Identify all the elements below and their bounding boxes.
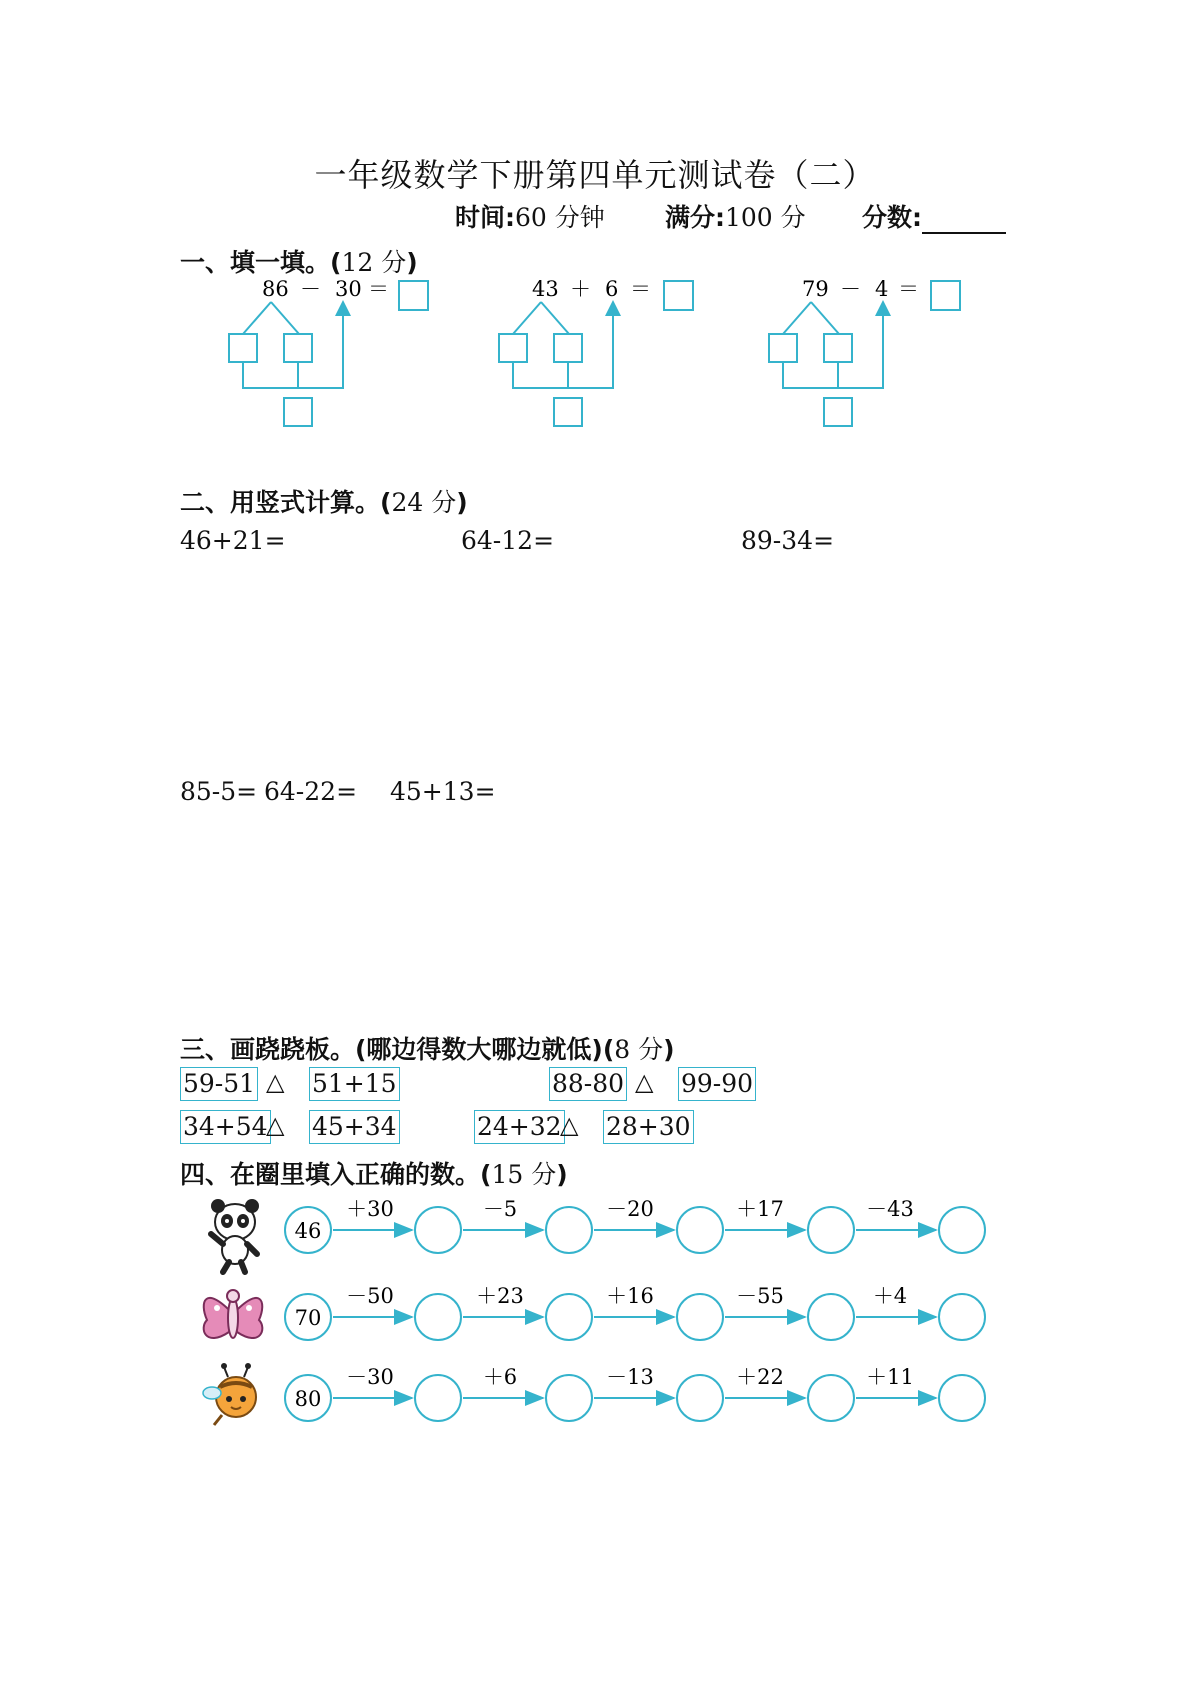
seesaw-left-expression: 34+54 <box>180 1110 271 1144</box>
seesaw-left-expression: 24+32 <box>474 1110 565 1144</box>
seesaw-left-expression: 59-51 <box>180 1067 258 1101</box>
seesaw-right-expression: 45+34 <box>309 1110 400 1144</box>
answer-circle[interactable] <box>677 1375 723 1421</box>
sum-box[interactable] <box>554 398 582 426</box>
operand-b: 6 <box>605 277 619 301</box>
answer-circle[interactable] <box>808 1375 854 1421</box>
seesaw-right-expression: 28+30 <box>603 1110 694 1144</box>
time-label: 时间: <box>455 203 515 232</box>
seesaw-right-expression: 99-90 <box>678 1067 756 1101</box>
seesaw-symbol[interactable]: △ <box>266 1068 285 1096</box>
operand-b: 4 <box>875 277 889 301</box>
bee-icon <box>203 1363 256 1425</box>
op-label: ＋16 <box>606 1284 654 1308</box>
answer-circle[interactable] <box>677 1207 723 1253</box>
split-box-right[interactable] <box>824 334 852 362</box>
full-score-info <box>665 198 806 234</box>
op-label: ＋22 <box>736 1365 784 1389</box>
answer-circle[interactable] <box>415 1294 461 1340</box>
calc-item: 64-12= <box>461 526 555 555</box>
split-box-left[interactable] <box>499 334 527 362</box>
op-label: －13 <box>606 1365 654 1389</box>
calc-item: 45+13= <box>390 777 496 806</box>
answer-circle[interactable] <box>415 1207 461 1253</box>
op-label: ＋6 <box>482 1365 518 1389</box>
seesaw-symbol[interactable]: △ <box>266 1111 285 1139</box>
op-label: －50 <box>346 1284 394 1308</box>
op-label: －30 <box>346 1365 394 1389</box>
answer-circle[interactable] <box>677 1294 723 1340</box>
butterfly-icon <box>204 1290 263 1338</box>
section4-heading: 四、在圈里填入正确的数。(15 分) <box>180 1160 568 1189</box>
op-label: ＋30 <box>346 1197 394 1221</box>
operand-a: 86 <box>262 277 289 301</box>
chain-row-1 <box>285 1197 985 1253</box>
calc-item: 64-22= <box>264 777 358 806</box>
answer-circle[interactable] <box>939 1375 985 1421</box>
sum-box[interactable] <box>284 398 312 426</box>
split-box-right[interactable] <box>554 334 582 362</box>
answer-box[interactable] <box>399 281 428 310</box>
operand-a: 43 <box>532 277 559 301</box>
answer-circle[interactable] <box>939 1294 985 1340</box>
section2-heading: 二、用竖式计算。(24 分) <box>180 488 468 517</box>
operator: ＋ <box>570 277 591 301</box>
seesaw-symbol[interactable]: △ <box>560 1111 579 1139</box>
operator: － <box>840 277 861 301</box>
calc-item: 46+21= <box>180 526 286 555</box>
answer-box[interactable] <box>931 281 960 310</box>
time-info <box>455 198 605 234</box>
equals: ＝ <box>368 277 389 301</box>
seesaw-right-expression: 51+15 <box>309 1067 400 1101</box>
operand-b: 30 <box>335 277 362 301</box>
full-score-value: 100 分 <box>725 203 806 232</box>
section3-heading: 三、画跷跷板。(哪边得数大哪边就低)(8 分) <box>180 1035 675 1064</box>
chain-row-3 <box>285 1365 985 1421</box>
score-info <box>862 198 1006 234</box>
op-label: －43 <box>866 1197 914 1221</box>
seesaw-left-expression: 88-80 <box>549 1067 627 1101</box>
score-blank[interactable] <box>922 210 1006 234</box>
calc-item: 89-34= <box>741 526 835 555</box>
seesaw-symbol[interactable]: △ <box>635 1068 654 1096</box>
start-value: 70 <box>294 1306 322 1330</box>
answer-circle[interactable] <box>546 1375 592 1421</box>
answer-circle[interactable] <box>415 1375 461 1421</box>
section1-heading: 一、填一填。(12 分) <box>180 248 418 277</box>
full-score-label: 满分: <box>665 203 725 232</box>
answer-box[interactable] <box>664 281 693 310</box>
page-title: 一年级数学下册第四单元测试卷（二） <box>314 156 876 194</box>
answer-circle[interactable] <box>808 1294 854 1340</box>
operator: － <box>300 277 321 301</box>
op-label: ＋11 <box>866 1365 914 1389</box>
op-label: ＋4 <box>872 1284 908 1308</box>
answer-circle[interactable] <box>546 1294 592 1340</box>
split-box-left[interactable] <box>229 334 257 362</box>
decompose-problem-2 <box>499 277 693 426</box>
equals: ＝ <box>630 277 651 301</box>
op-label: －55 <box>736 1284 784 1308</box>
split-box-left[interactable] <box>769 334 797 362</box>
chain-row-2 <box>285 1284 985 1340</box>
op-label: －20 <box>606 1197 654 1221</box>
start-value: 46 <box>294 1219 322 1243</box>
equals: ＝ <box>898 277 919 301</box>
answer-circle[interactable] <box>546 1207 592 1253</box>
start-value: 80 <box>294 1387 322 1411</box>
answer-circle[interactable] <box>808 1207 854 1253</box>
op-label: －5 <box>482 1197 518 1221</box>
operand-a: 79 <box>802 277 829 301</box>
time-value: 60 分钟 <box>515 203 605 232</box>
panda-icon <box>211 1199 259 1272</box>
op-label: ＋23 <box>476 1284 524 1308</box>
split-box-right[interactable] <box>284 334 312 362</box>
section1-diagrams <box>0 270 1190 440</box>
calc-item: 85-5= <box>180 777 258 806</box>
sum-box[interactable] <box>824 398 852 426</box>
section4-chains <box>0 1190 1190 1440</box>
decompose-problem-1 <box>229 277 428 426</box>
answer-circle[interactable] <box>939 1207 985 1253</box>
decompose-problem-3 <box>769 277 960 426</box>
score-label: 分数: <box>862 203 922 232</box>
op-label: ＋17 <box>736 1197 784 1221</box>
